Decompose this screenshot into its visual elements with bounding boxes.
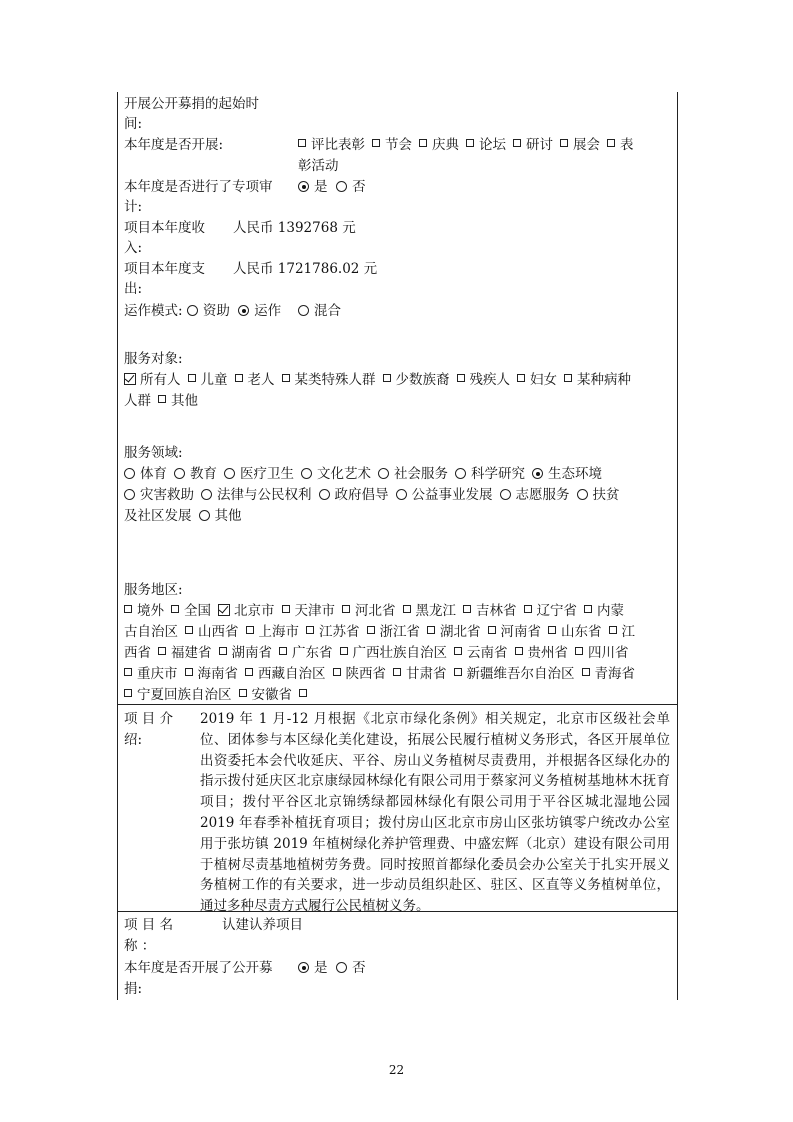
checkbox[interactable] (463, 605, 471, 613)
option-label: 重庆市 (137, 666, 178, 682)
checkbox[interactable] (124, 605, 132, 613)
option-item (457, 372, 511, 388)
option-item (319, 487, 389, 503)
start-time-label: 开展公开募捐的起始时 (124, 96, 259, 112)
option-label: 研讨 (526, 137, 553, 153)
option-label: 生态环境 (548, 466, 602, 482)
checkbox[interactable] (372, 139, 380, 147)
checkbox[interactable] (235, 374, 243, 382)
option-prefix: 及社区发展 (124, 508, 192, 524)
checkbox[interactable] (564, 374, 572, 382)
checkbox[interactable] (245, 668, 253, 676)
option-item (340, 645, 448, 661)
regions-options-cont (124, 664, 642, 684)
option-label: 某种病种 (577, 372, 631, 388)
mode-operation-label: 运作 (254, 303, 282, 319)
income-label: 项目本年度收 (124, 220, 205, 236)
option-item (342, 603, 396, 619)
targets-options (124, 370, 638, 390)
checkbox[interactable] (513, 139, 521, 147)
option-label: 广西壮族自治区 (352, 645, 447, 661)
checked-checkbox[interactable] (124, 373, 136, 385)
audit-no-label: 否 (352, 179, 366, 195)
option-label: 医疗卫生 (240, 466, 294, 482)
option-label: 西藏自治区 (258, 666, 326, 682)
option-label: 贵州省 (527, 645, 568, 661)
checkbox[interactable] (609, 626, 617, 634)
radio[interactable] (201, 489, 212, 500)
option-prefix: 西省 (124, 645, 151, 661)
radio[interactable] (199, 510, 210, 521)
option-label: 海南省 (197, 666, 238, 682)
fundraise-no-label: 否 (352, 960, 366, 976)
expense-label-cont: 出: (124, 281, 143, 297)
option-label: 青海省 (594, 666, 635, 682)
option-item (124, 372, 181, 388)
option-label: 展会 (573, 137, 600, 153)
option-label: 陕西省 (345, 666, 386, 682)
option-label: 河北省 (355, 603, 396, 619)
option-item (584, 603, 624, 619)
option-label: 政府倡导 (334, 487, 389, 503)
option-label: 法律与公民权利 (217, 487, 312, 503)
option-item (463, 603, 517, 619)
project-name-label: 项 目 名 (124, 917, 174, 933)
option-label: 某类特殊人群 (294, 372, 376, 388)
option-label: 社会服务 (394, 466, 448, 482)
fundraise-radio-group (298, 958, 366, 978)
option-label: 全国 (184, 603, 211, 619)
project-name-label-cont: 称 ： (124, 938, 156, 954)
option-item (393, 666, 447, 682)
option-label: 儿童 (200, 372, 228, 388)
option-item (218, 603, 275, 619)
checkbox[interactable] (298, 139, 306, 147)
option-label: 其他 (214, 508, 242, 524)
mode-funding-label: 资助 (202, 303, 230, 319)
option-item (224, 466, 294, 482)
option-label: 体育 (140, 466, 167, 482)
option-item (427, 624, 481, 640)
radio[interactable] (396, 489, 407, 500)
option-label: 湖南省 (231, 645, 272, 661)
option-label: 甘肃省 (406, 666, 447, 682)
checkbox[interactable] (246, 626, 254, 634)
radio[interactable] (455, 468, 466, 479)
mode-row (124, 301, 341, 321)
option-label: 山东省 (561, 624, 602, 640)
option-item (378, 466, 448, 482)
checkbox[interactable] (124, 689, 132, 697)
checkbox[interactable] (427, 626, 435, 634)
expense-value: 人民币 1721786.02 元 (233, 261, 378, 277)
option-item (454, 666, 575, 682)
income-value: 人民币 1392768 元 (233, 220, 356, 236)
option-label: 江 (621, 624, 635, 640)
radio[interactable] (124, 489, 135, 500)
checkbox[interactable] (239, 689, 247, 697)
option-label: 扶贫 (592, 487, 620, 503)
option-label: 上海市 (258, 624, 299, 640)
option-item (333, 666, 387, 682)
radio[interactable] (319, 489, 330, 500)
fundraise-label-cont: 捐: (124, 981, 143, 997)
option-label: 福建省 (171, 645, 212, 661)
option-item (124, 487, 194, 503)
audit-yes-radio[interactable] (298, 181, 309, 192)
checkbox[interactable] (457, 374, 465, 382)
start-time-label-cont: 间: (124, 116, 143, 132)
option-item (560, 137, 600, 153)
radio[interactable] (378, 468, 389, 479)
option-item (607, 137, 634, 153)
fundraise-yes-label: 是 (314, 960, 328, 976)
checkbox[interactable] (171, 605, 179, 613)
option-label: 境外 (137, 603, 164, 619)
radio[interactable] (301, 468, 312, 479)
checkbox[interactable] (454, 668, 462, 676)
audit-label: 本年度是否进行了专项审 (124, 179, 273, 195)
mode-mixed-label: 混合 (314, 303, 342, 319)
fundraise-no-radio[interactable] (336, 962, 347, 973)
option-item (188, 372, 228, 388)
option-label: 云南省 (467, 645, 508, 661)
checkbox[interactable] (383, 374, 391, 382)
option-label: 灾害救助 (140, 487, 194, 503)
option-label: 安徽省 (251, 687, 292, 703)
option-item (124, 687, 232, 703)
option-label: 少数族裔 (395, 372, 450, 388)
fields-options-cont (124, 485, 627, 505)
checkbox[interactable] (466, 139, 474, 147)
regions-options-cont (124, 643, 636, 663)
intro-label: 项 目 介 (124, 711, 174, 727)
option-label: 老人 (247, 372, 275, 388)
option-item (383, 372, 450, 388)
option-label: 论坛 (479, 137, 506, 153)
option-label: 新疆维吾尔自治区 (466, 666, 575, 682)
option-label: 教育 (190, 466, 217, 482)
option-label: 庆典 (432, 137, 459, 153)
option-item (124, 603, 164, 619)
checkbox[interactable] (124, 668, 132, 676)
option-item (454, 645, 508, 661)
option-label: 公益事业发展 (411, 487, 493, 503)
checkbox[interactable] (548, 626, 556, 634)
option-item (532, 466, 602, 482)
page-number: 22 (388, 1063, 405, 1077)
option-item (124, 466, 167, 482)
mode-label: 运作模式: (124, 303, 183, 319)
audit-no-radio[interactable] (336, 181, 347, 192)
option-item (582, 666, 636, 682)
option-item (185, 624, 239, 640)
intro-label-cont: 绍: (124, 732, 143, 748)
mode-funding-radio[interactable] (187, 305, 198, 316)
checkbox[interactable] (282, 605, 290, 613)
option-item (301, 466, 371, 482)
mode-operation-radio[interactable] (238, 305, 249, 316)
option-label: 宁夏回族自治区 (137, 687, 232, 703)
option-item (515, 645, 569, 661)
option-item (524, 603, 578, 619)
checkbox[interactable] (299, 689, 307, 697)
project-name-value: 认建认养项目 (222, 917, 303, 933)
expense-label: 项目本年度支 (124, 261, 205, 277)
option-label: 所有人 (140, 372, 181, 388)
option-item (245, 666, 326, 682)
radio[interactable] (500, 489, 511, 500)
fields-options (124, 464, 609, 484)
activities-options (298, 135, 641, 155)
checkbox[interactable] (279, 647, 287, 655)
regions-options-cont (124, 685, 319, 705)
option-item (235, 372, 275, 388)
checkbox[interactable] (582, 668, 590, 676)
option-label: 表 (620, 137, 634, 153)
radio[interactable] (577, 489, 588, 500)
option-item (575, 645, 629, 661)
option-prefix: 人群 (124, 393, 151, 409)
option-item (577, 487, 620, 503)
checkbox[interactable] (524, 605, 532, 613)
radio[interactable] (124, 468, 135, 479)
option-item (219, 645, 273, 661)
checkbox[interactable] (393, 668, 401, 676)
fundraise-yes-radio[interactable] (298, 962, 309, 973)
option-label: 残疾人 (469, 372, 510, 388)
checkbox[interactable] (367, 626, 375, 634)
option-label: 妇女 (530, 372, 557, 388)
option-item (201, 487, 312, 503)
checkbox[interactable] (340, 647, 348, 655)
option-label: 浙江省 (379, 624, 420, 640)
fundraise-label: 本年度是否开展了公开募 (124, 960, 273, 976)
audit-label-cont: 计: (124, 199, 143, 215)
option-label: 江苏省 (319, 624, 360, 640)
activities-label: 本年度是否开展: (124, 137, 224, 153)
regions-options-cont (124, 622, 642, 642)
option-label: 吉林省 (476, 603, 517, 619)
option-item (455, 466, 525, 482)
checkbox[interactable] (584, 605, 592, 613)
option-item (298, 137, 365, 153)
checkbox[interactable] (454, 647, 462, 655)
intro-text: 2019 年 1 月-12 月根据《北京市绿化条例》相关规定，北京市区级社会单位、团体参与本区绿化美化建设，拓展公民履行植树义务形式，各区开展单位出资委托本会代收延庆、平谷、房山义务植树尽责费用，并根据各区绿化办的指示拨付延庆区北京康绿园林绿化有限公司用于蔡家河义务植树基地林木抚育项目；拨付平谷区北京锦绣绿都园林绿化有限公司用于平谷区城北湿地公园 2019 年春季补植抚育项目；拨付房山区北京市房山区张坊镇零户统改办公室用于张坊镇 2019 年植树绿化养护管理费、中盛宏辉（北京）建设有限公司用于植树尽责基地植树劳务费。同时按照首都绿化委员会办公室关于扎实开展义务植树工作的有关要求，进一步动员组织赴区、驻区、区直等义务植树单位，通过多种尽责方式履行公民植树义务。 (200, 711, 670, 915)
option-item (500, 487, 570, 503)
option-label: 评比表彰 (311, 137, 365, 153)
option-item (199, 508, 242, 524)
option-label: 河南省 (500, 624, 541, 640)
option-label: 科学研究 (471, 466, 525, 482)
option-label: 广东省 (292, 645, 333, 661)
fields-options-cont (124, 506, 249, 526)
option-label: 文化艺术 (317, 466, 371, 482)
checkbox[interactable] (185, 668, 193, 676)
option-prefix: 古自治区 (124, 624, 178, 640)
audit-radio-group (298, 177, 366, 197)
option-item (158, 645, 212, 661)
income-label-cont: 入: (124, 240, 143, 256)
checkbox[interactable] (515, 647, 523, 655)
option-label: 辽宁省 (536, 603, 577, 619)
option-label: 黑龙江 (415, 603, 456, 619)
option-label: 山西省 (198, 624, 239, 640)
activities-options-cont: 彰活动 (298, 158, 339, 174)
checkbox[interactable] (158, 647, 166, 655)
checkbox[interactable] (333, 668, 341, 676)
checkbox[interactable] (306, 626, 314, 634)
option-item (279, 645, 333, 661)
option-item (246, 624, 300, 640)
checkbox[interactable] (517, 374, 525, 382)
audit-yes-label: 是 (314, 179, 328, 195)
option-label: 内蒙 (597, 603, 624, 619)
option-label: 天津市 (294, 603, 335, 619)
checkbox[interactable] (607, 139, 615, 147)
checked-checkbox[interactable] (218, 604, 230, 616)
checkbox[interactable] (488, 626, 496, 634)
checkbox[interactable] (560, 139, 568, 147)
radio[interactable] (174, 468, 185, 479)
checkbox[interactable] (219, 647, 227, 655)
targets-options-cont (124, 391, 205, 411)
option-item (564, 372, 631, 388)
checkbox[interactable] (419, 139, 427, 147)
option-item (171, 603, 211, 619)
option-item (517, 372, 557, 388)
option-item (396, 487, 493, 503)
option-label: 四川省 (588, 645, 629, 661)
option-item (306, 624, 360, 640)
option-label: 其他 (171, 393, 198, 409)
option-item (548, 624, 602, 640)
option-item (299, 687, 312, 703)
fields-label: 服务领域: (124, 445, 183, 461)
radio[interactable] (224, 468, 235, 479)
checkbox[interactable] (158, 395, 166, 403)
option-item (282, 603, 336, 619)
checkbox[interactable] (185, 626, 193, 634)
option-item (239, 687, 293, 703)
option-item (367, 624, 421, 640)
option-item (158, 393, 198, 409)
checkbox[interactable] (575, 647, 583, 655)
option-item (372, 137, 412, 153)
option-item (403, 603, 457, 619)
checkbox[interactable] (282, 374, 290, 382)
targets-label: 服务对象: (124, 351, 183, 367)
option-item (174, 466, 217, 482)
checkbox[interactable] (342, 605, 350, 613)
option-item (124, 666, 178, 682)
option-item (513, 137, 553, 153)
option-item (282, 372, 376, 388)
checkbox[interactable] (188, 374, 196, 382)
selected-radio[interactable] (532, 468, 543, 479)
option-label: 北京市 (234, 603, 275, 619)
checkbox[interactable] (403, 605, 411, 613)
option-label: 节会 (385, 137, 412, 153)
option-label: 志愿服务 (515, 487, 570, 503)
option-item (609, 624, 636, 640)
option-item (488, 624, 542, 640)
regions-label: 服务地区: (124, 582, 183, 598)
option-label: 湖北省 (440, 624, 481, 640)
option-item (419, 137, 459, 153)
regions-options (124, 601, 631, 621)
option-item (466, 137, 506, 153)
mode-mixed-radio[interactable] (298, 305, 309, 316)
option-item (185, 666, 239, 682)
